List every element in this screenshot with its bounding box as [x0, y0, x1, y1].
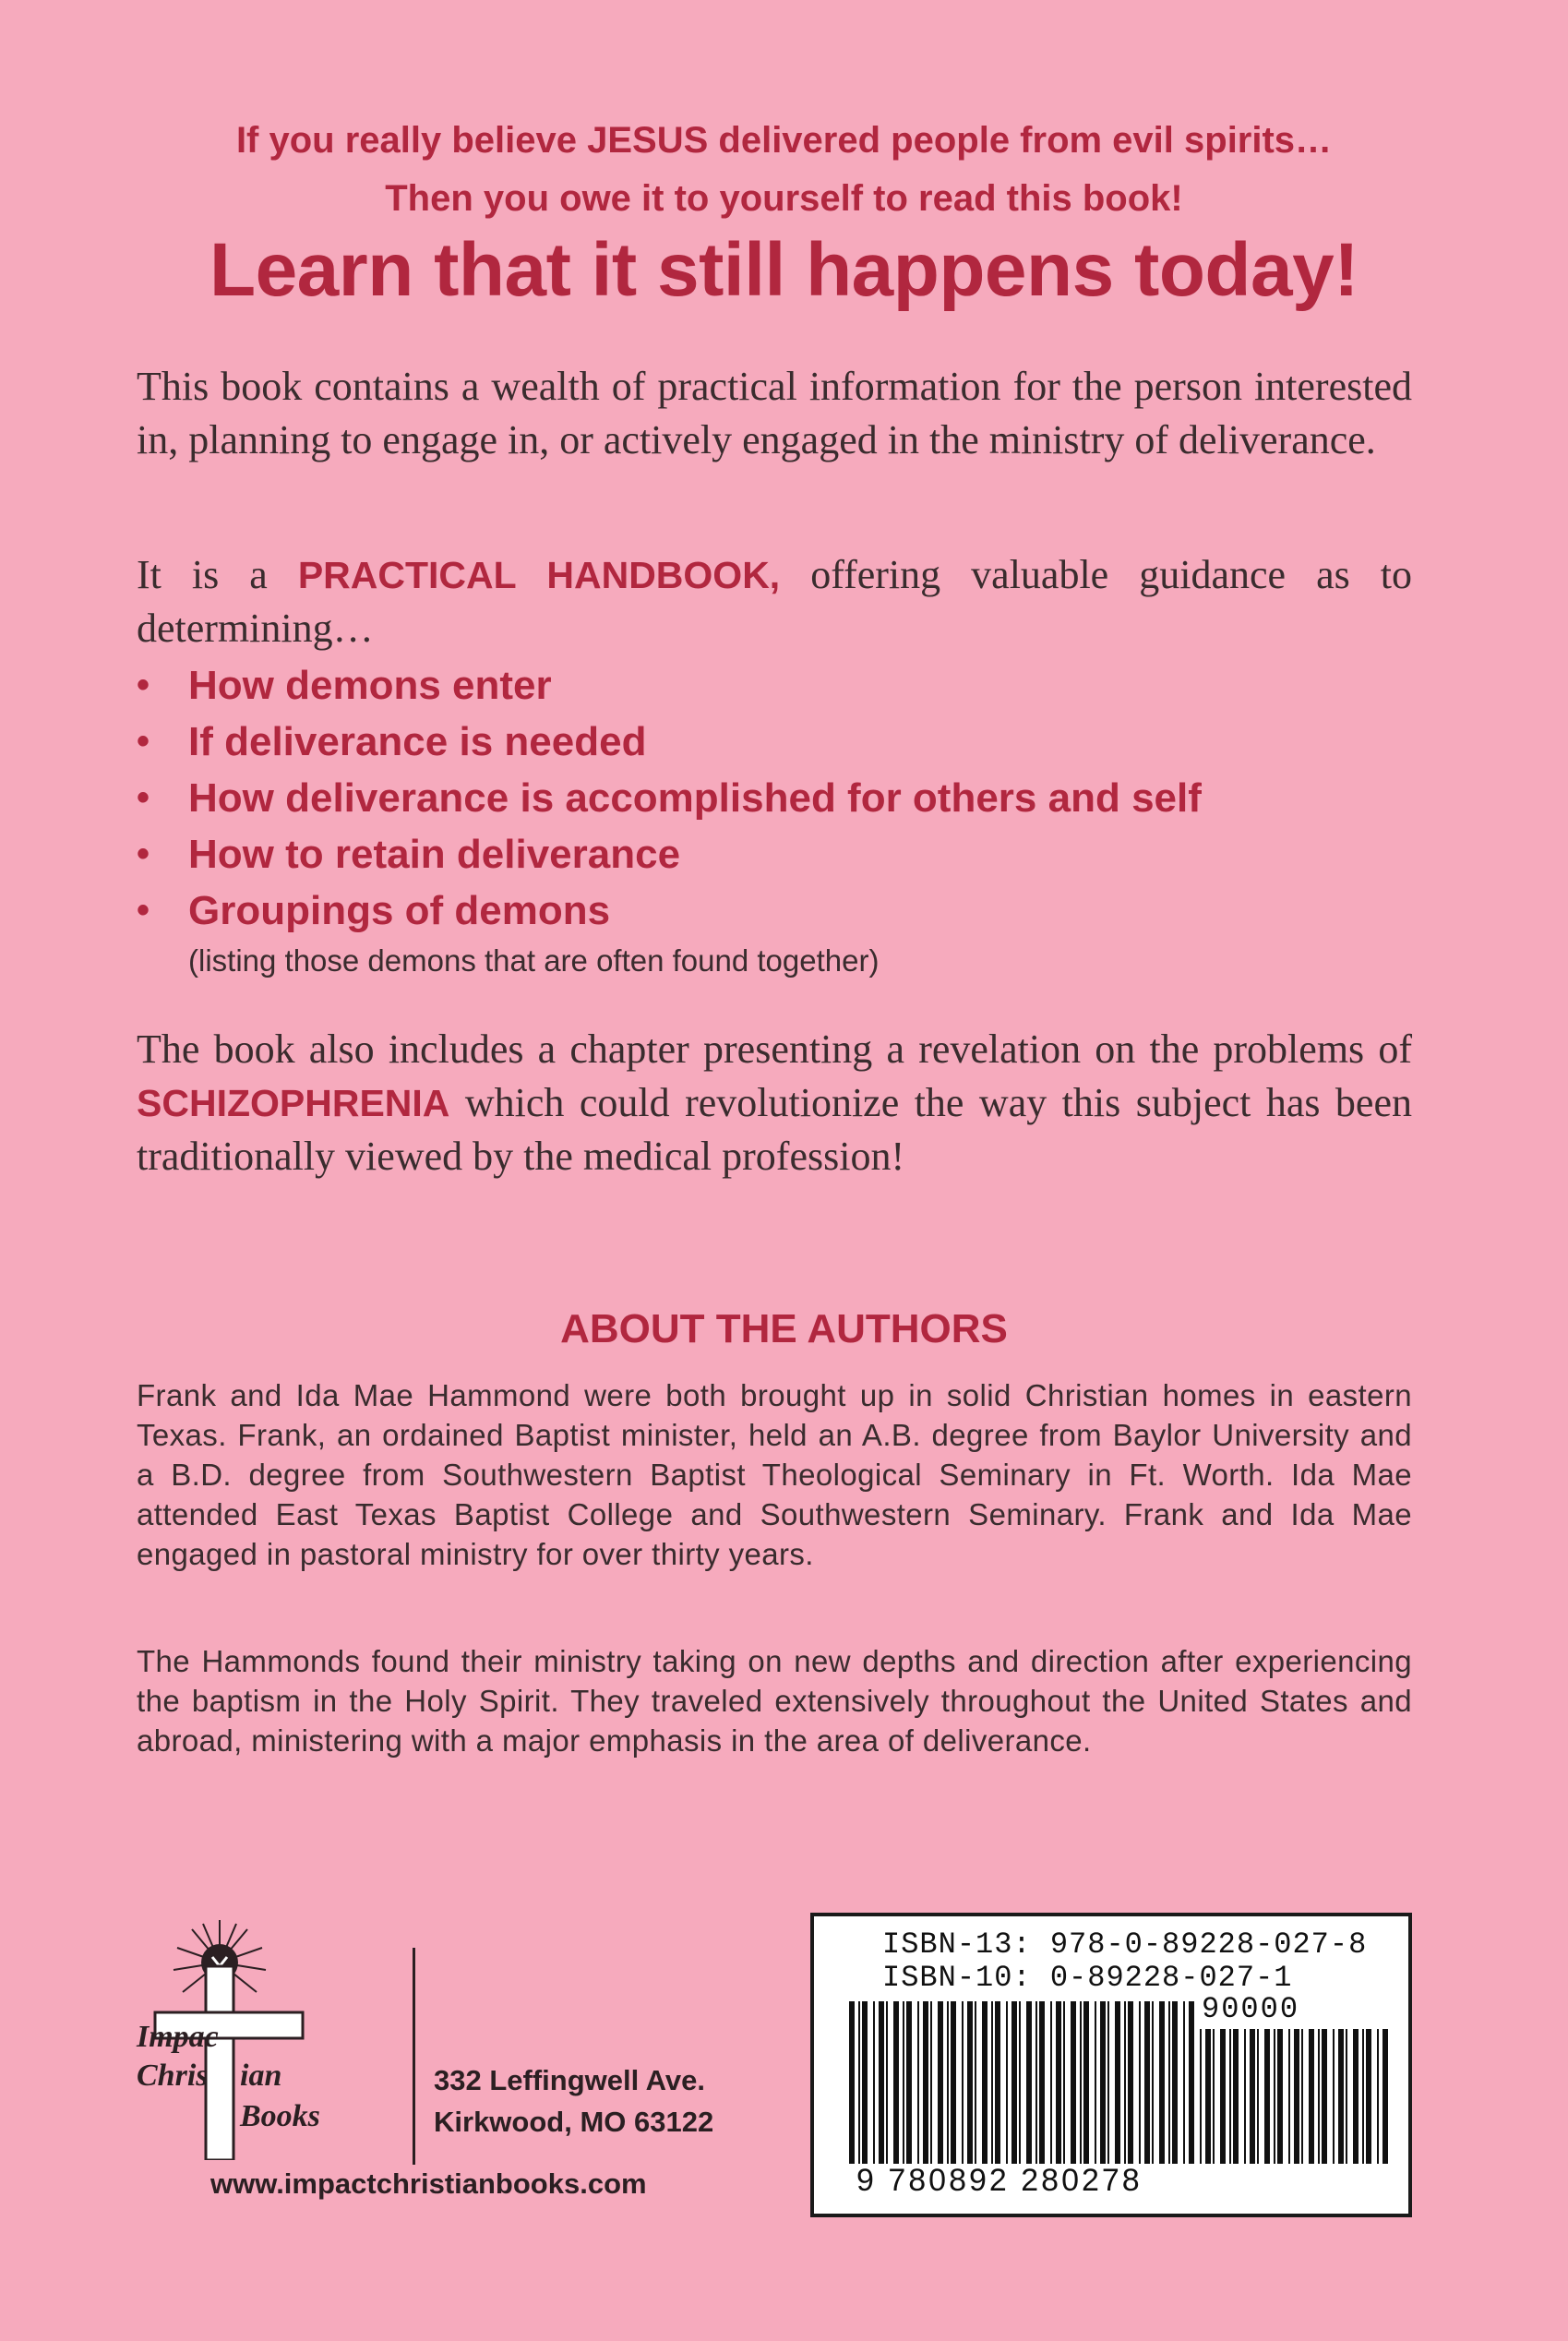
list-item [137, 657, 1429, 714]
barcode-bar [906, 2001, 912, 2164]
isbn-10: ISBN-10: 0-89228-027-1 [882, 1961, 1293, 1995]
barcode-bar [1063, 2001, 1065, 2164]
bullet-dot: • [137, 834, 150, 874]
barcode-bar [1056, 2001, 1061, 2164]
tagline-line-1: If you really believe JESUS delivered people from evil spirits… [235, 120, 1333, 161]
schizo-highlight: SCHIZOPHRENIA [137, 1082, 450, 1124]
bullet-dot: • [137, 665, 150, 705]
barcode-bar [1366, 2029, 1371, 2164]
isbn-13: ISBN-13: 978-0-89228-027-8 [882, 1927, 1368, 1962]
tagline-line-2: Then you owe it to yourself to read this book! [385, 178, 1183, 219]
barcode-bar [1333, 2029, 1335, 2164]
barcode-bar [930, 2001, 932, 2164]
barcode-bar [1264, 2029, 1270, 2164]
handbook-highlight: PRACTICAL HANDBOOK, [297, 554, 781, 596]
barcode-bar [873, 2001, 875, 2164]
bullet-text: How deliverance is accomplished for others and self [188, 775, 1202, 821]
barcode-bar [962, 2001, 964, 2164]
barcode-bar [1229, 2029, 1231, 2164]
barcode-bar [1205, 2029, 1211, 2164]
barcode-bar [903, 2001, 904, 2164]
barcode-bar [1115, 2001, 1120, 2164]
barcode-bar [1107, 2001, 1109, 2164]
barcode-bar [1039, 2001, 1045, 2164]
bullet-dot: • [137, 777, 150, 818]
barcode-bar [1159, 2001, 1165, 2164]
publisher-address-line-1: 332 Leffingwell Ave. [434, 2064, 706, 2096]
bullet-dot: • [137, 721, 150, 762]
barcode-bar [1294, 2029, 1299, 2164]
barcode-bar [1006, 2001, 1008, 2164]
barcode-bar [1274, 2029, 1275, 2164]
barcode-bar [967, 2001, 973, 2164]
barcode-bar [1189, 2001, 1194, 2164]
barcode-bar [1277, 2029, 1283, 2164]
list-item [137, 826, 1429, 882]
price-code: 90000 [1202, 1992, 1300, 2026]
barcode-bar [1288, 2029, 1290, 2164]
barcode-bar [879, 2001, 884, 2164]
barcode-bar [1071, 2001, 1076, 2164]
logo-word-impac: Impac [137, 2020, 219, 2054]
barcode-bar [947, 2001, 949, 2164]
barcode-bar [1244, 2029, 1246, 2164]
bullet-text: How demons enter [188, 663, 552, 708]
barcode-bar [862, 2001, 868, 2164]
barcode-bar [1200, 2029, 1202, 2164]
barcode-bar [1322, 2029, 1327, 2164]
about-paragraph-1: Frank and Ida Mae Hammond were both brought up in solid Christian homes in eastern Texas. Frank, an ordained Baptist minister, held an A.B. degree from Baylor University and a B.D. degree from Southwestern Baptist Theological Seminary in Ft. Worth. Ida Mae attended East Texas Baptist College and Southwestern Seminary. Frank and Ida Mae engaged in pastoral ministry for over thirty years. [137, 1378, 1412, 1571]
barcode-bar [1128, 2001, 1133, 2164]
barcode-bar [1139, 2001, 1141, 2164]
barcode-bar [982, 2001, 987, 2164]
list-item [137, 714, 1429, 770]
barcode-bar [1301, 2029, 1303, 2164]
bullet-text: How to retain deliverance [188, 832, 681, 877]
barcode-bar [1220, 2029, 1226, 2164]
ean-digits: 9 780892 280278 [856, 2163, 1143, 2198]
headline: Learn that it still happens today! [209, 228, 1359, 312]
barcode-bar [1382, 2029, 1388, 2164]
barcode-bar [1257, 2029, 1259, 2164]
about-heading: ABOUT THE AUTHORS [560, 1306, 1008, 1351]
barcode-bar [1100, 2001, 1106, 2164]
barcode-bar [1183, 2001, 1185, 2164]
schizophrenia-paragraph [137, 1023, 1412, 1183]
logo-word-books: Books [240, 2099, 320, 2133]
barcode-bar [1346, 2029, 1347, 2164]
barcode-bar [951, 2001, 956, 2164]
barcode-bar [1353, 2029, 1359, 2164]
publisher-address-line-2: Kirkwood, MO 63122 [434, 2106, 714, 2138]
barcode-bar [991, 2001, 993, 2164]
barcode-bar [975, 2001, 976, 2164]
handbook-after: offering valuable guidance as to determining… [137, 552, 1412, 651]
barcode-bar [1095, 2001, 1096, 2164]
barcode-bar [995, 2001, 1000, 2164]
barcode-bar [893, 2001, 899, 2164]
bullet-list [137, 657, 1429, 939]
list-item [137, 882, 1429, 939]
groupings-note: (listing those demons that are often found together) [188, 943, 880, 978]
barcode-bar [849, 2001, 855, 2164]
barcode-bar [923, 2001, 928, 2164]
barcode-bar [1318, 2029, 1320, 2164]
publisher-website[interactable]: www.impactchristianbooks.com [210, 2167, 647, 2200]
handbook-paragraph [137, 548, 1412, 655]
barcode-bar [938, 2001, 943, 2164]
barcode-bar [1213, 2029, 1215, 2164]
barcode-bar [1152, 2001, 1154, 2164]
barcode-bar [1377, 2029, 1379, 2164]
about-paragraph-2: The Hammonds found their ministry taking on new depths and direction after experiencing the baptism in the Holy Spirit. They traveled extensively throughout the United States and abroad, ministering with a major emphasis in the area of deliverance. [137, 1644, 1412, 1758]
barcode-bar [917, 2001, 919, 2164]
barcode-bar [1144, 2001, 1150, 2164]
bullet-text: Groupings of demons [188, 888, 611, 933]
barcode-bar [858, 2001, 860, 2164]
list-item [137, 770, 1429, 826]
logo-word-ian: ian [240, 2059, 282, 2093]
barcode-bar [1362, 2029, 1364, 2164]
barcode-bar [1250, 2029, 1255, 2164]
barcode-bar [1026, 2001, 1032, 2164]
barcode-bar [1168, 2001, 1170, 2164]
publisher-divider [413, 1948, 415, 2165]
ean-barcode [849, 2001, 1200, 2164]
schizo-after: which could revolutionize the way this subject has been traditionally viewed by the medical profession! [137, 1080, 1412, 1179]
barcode-bar [1309, 2029, 1314, 2164]
bullet-dot: • [137, 890, 150, 930]
barcode-bar [1080, 2001, 1082, 2164]
handbook-before: It is a [137, 552, 298, 597]
barcode-bar [1083, 2001, 1089, 2164]
barcode-bar [1338, 2029, 1344, 2164]
barcode-bar [1124, 2001, 1126, 2164]
addon-barcode [1200, 2029, 1390, 2164]
bullet-text: If deliverance is needed [188, 719, 647, 764]
schizo-before: The book also includes a chapter presenting a revelation on the problems of [137, 1026, 1412, 1072]
barcode-bar [1019, 2001, 1021, 2164]
barcode-bar [1172, 2001, 1178, 2164]
barcode-bar [1035, 2001, 1037, 2164]
barcode-bar [886, 2001, 888, 2164]
barcode-bar [1233, 2029, 1239, 2164]
intro-paragraph: This book contains a wealth of practical information for the person interested in, planning to engage in, or actively engaged in the ministry of deliverance. [137, 364, 1412, 462]
publisher-logo [137, 1920, 404, 2160]
barcode-bar [1011, 2001, 1017, 2164]
logo-word-chris: Chris [137, 2059, 209, 2093]
barcode-bar [1050, 2001, 1052, 2164]
